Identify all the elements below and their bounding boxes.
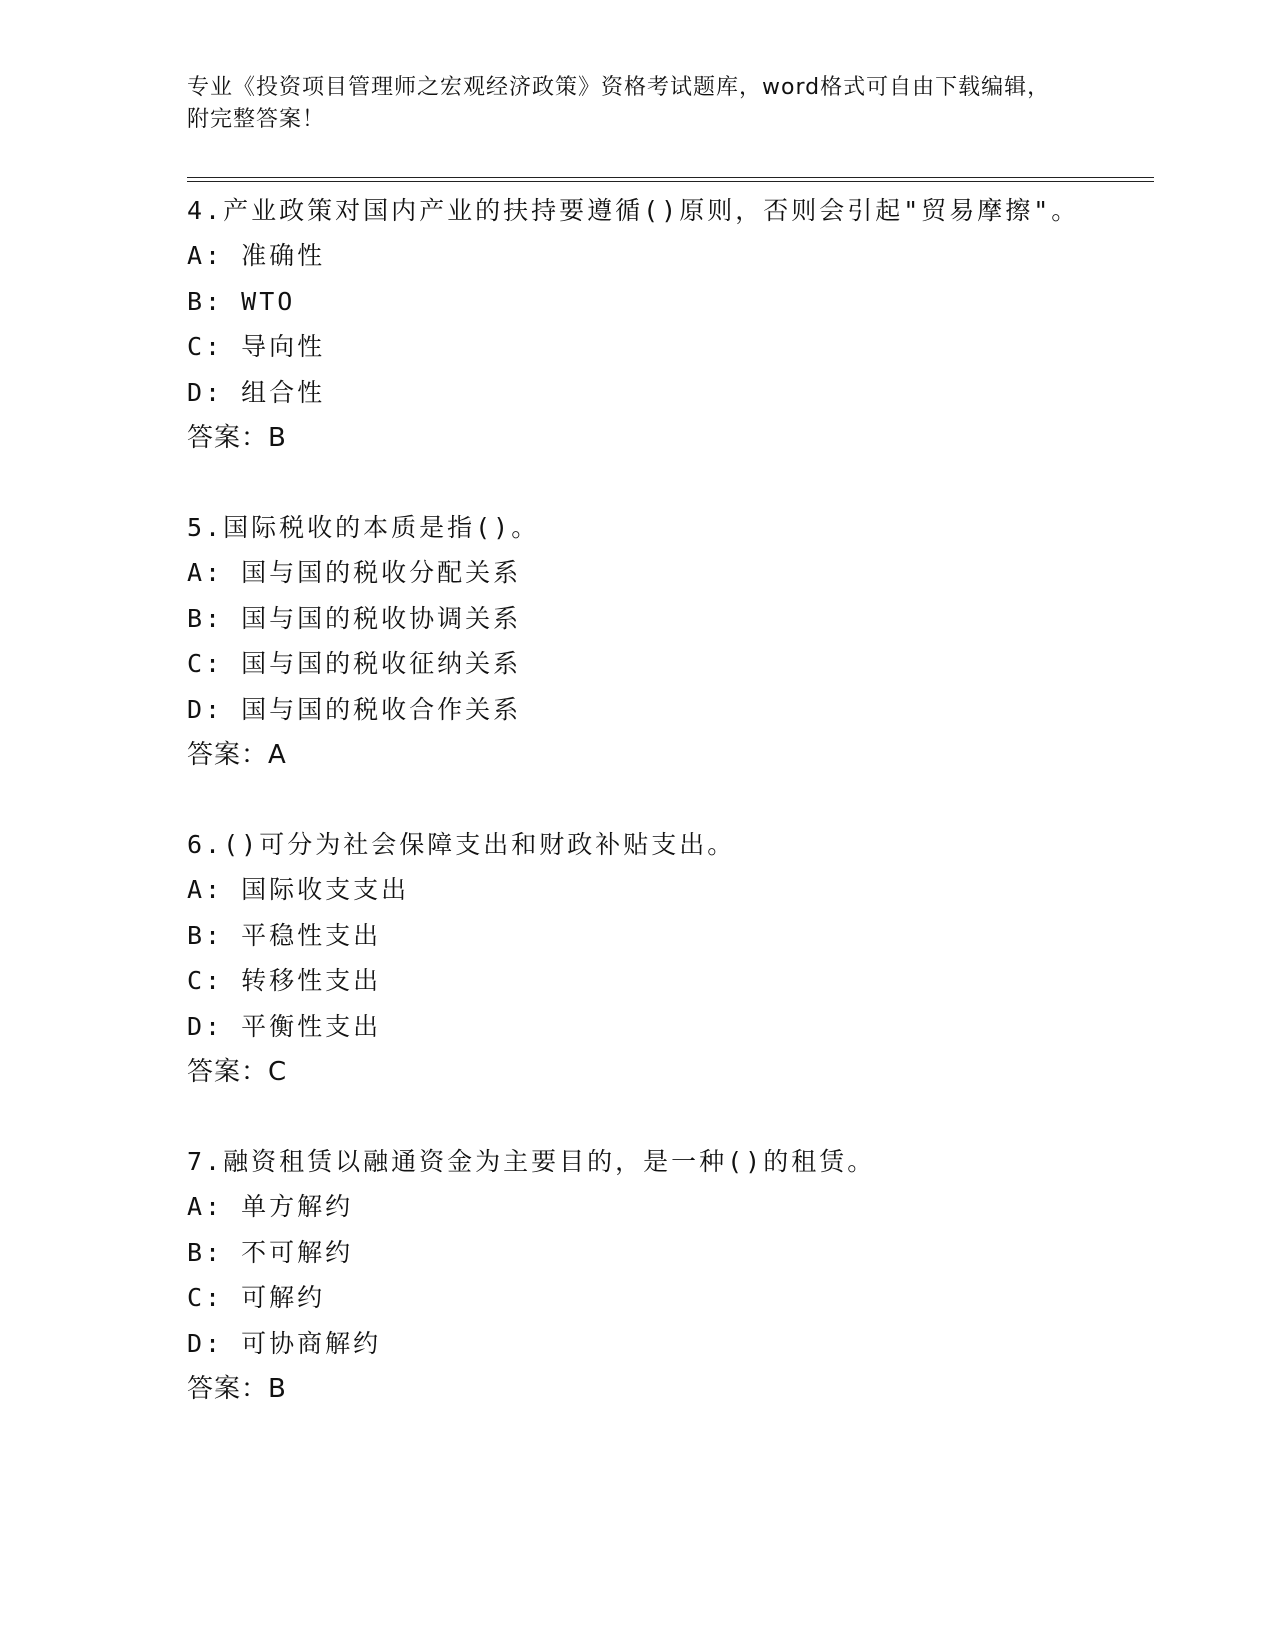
answer-line: 答案：B — [187, 423, 287, 453]
option-d: D: 国与国的税收合作关系 — [187, 694, 522, 724]
question-6 — [187, 822, 1147, 1095]
question-5 — [187, 505, 1147, 778]
option-c: C: 转移性支出 — [187, 966, 382, 995]
option-list — [187, 550, 1147, 732]
option-a: A: 单方解约 — [187, 1192, 354, 1221]
option-b: B: WTO — [187, 286, 296, 316]
question-list — [187, 188, 1147, 1456]
answer-line: 答案：C — [187, 1057, 288, 1087]
option-list — [187, 867, 1147, 1049]
option-d: D: 组合性 — [187, 377, 326, 407]
option-b: B: 国与国的税收协调关系 — [187, 603, 522, 633]
header-divider — [187, 177, 1154, 182]
option-a: A: 国与国的税收分配关系 — [187, 558, 522, 587]
option-a: A: 准确性 — [187, 241, 326, 270]
question-stem: 6.()可分为社会保障支出和财政补贴支出。 — [187, 830, 736, 859]
option-c: C: 国与国的税收征纳关系 — [187, 649, 522, 678]
option-list — [187, 1184, 1147, 1366]
option-list — [187, 233, 1147, 415]
question-7 — [187, 1139, 1147, 1412]
question-4 — [187, 188, 1147, 461]
answer-line: 答案：B — [187, 1374, 287, 1404]
option-c: C: 可解约 — [187, 1283, 326, 1312]
document-header: 专业《投资项目管理师之宏观经济政策》资格考试题库，word格式可自由下载编辑，附完整答案！ — [187, 75, 1051, 132]
question-stem: 7.融资租赁以融通资金为主要目的，是一种()的租赁。 — [187, 1147, 876, 1176]
question-stem: 5.国际税收的本质是指()。 — [187, 513, 540, 542]
option-b: B: 不可解约 — [187, 1237, 354, 1267]
question-stem: 4.产业政策对国内产业的扶持要遵循()原则，否则会引起"贸易摩擦"。 — [187, 196, 1080, 225]
option-c: C: 导向性 — [187, 332, 326, 361]
option-b: B: 平稳性支出 — [187, 920, 382, 950]
option-a: A: 国际收支支出 — [187, 875, 410, 904]
answer-line: 答案：A — [187, 740, 287, 770]
option-d: D: 可协商解约 — [187, 1328, 382, 1358]
option-d: D: 平衡性支出 — [187, 1011, 382, 1041]
